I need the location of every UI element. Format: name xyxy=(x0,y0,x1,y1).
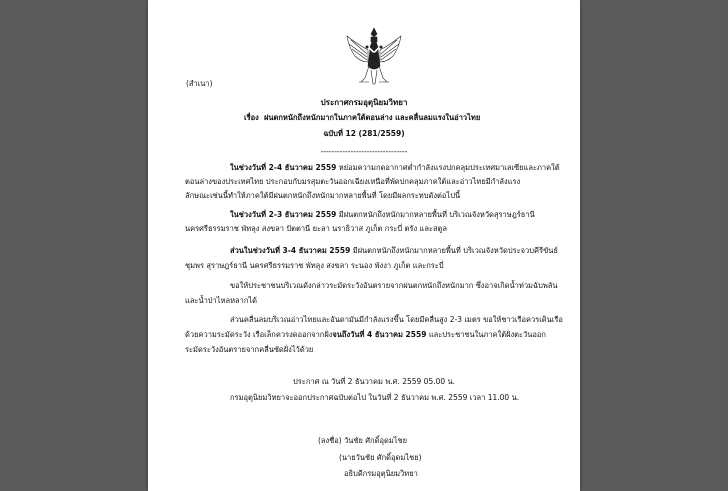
paragraph-5-text-a: ด้วยความระมัดระวัง เรือเล็กควรงดออกจากฝั่ง xyxy=(185,330,333,339)
paragraph-1-lead: ในช่วงวันที่ 2-4 ธันวาคม 2559 xyxy=(230,163,337,172)
paragraph-1-line-2: ตอนล่างของประเทศไทย ประกอบกับมรสุมตะวันออกเฉียงเหนือที่พัดปกคลุมภาคใต้และอ่าวไทยมีกำลังแรง xyxy=(185,177,521,186)
paragraph-5-line-2 xyxy=(185,331,546,339)
paragraph-5-text-c: และประชาชนในภาคใต้ฝั่งตะวันออก xyxy=(428,330,546,339)
paragraph-2-text: มีฝนตกหนักถึงหนักมากหลายพื้นที่ บริเวณจังหวัดสุราษฎร์ธานี xyxy=(338,210,535,219)
signature-line: (ลงชื่อ) วันชัย ศักดิ์อุดมไชย xyxy=(318,436,408,445)
subject-text: ฝนตกหนักถึงหนักมากในภาคใต้ตอนล่าง และคลื่นลมแรงในอ่าวไทย xyxy=(264,113,481,122)
subject-label: เรื่อง xyxy=(244,113,259,122)
announcement-title: ประกาศกรมอุตุนิยมวิทยา xyxy=(320,98,408,107)
copy-mark: (สำเนา) xyxy=(186,79,213,88)
paragraph-5-line-3: ระมัดระวังอันตรายจากคลื่นซัดฝั่งไว้ด้วย xyxy=(185,345,314,354)
paragraph-4-line-2: และน้ำป่าไหลหลากได้ xyxy=(185,296,258,305)
document-page xyxy=(148,0,580,491)
paragraph-3-lead: ส่วนในช่วงวันที่ 3-4 ธันวาคม 2559 xyxy=(230,246,351,255)
announced-date: ประกาศ ณ วันที่ 2 ธันวาคม พ.ศ. 2559 05.00 น. xyxy=(293,377,456,386)
paragraph-5-line-1: ส่วนคลื่นลมบริเวณอ่าวไทยและอันดามันมีกำลังแรงขึ้น โดยมีคลื่นสูง 2-3 เมตร ขอให้ชาวเรือควรเดินเรือ xyxy=(230,315,563,324)
garuda-emblem-icon xyxy=(343,26,405,88)
signer-title: อธิบดีกรมอุตุนิยมวิทยา xyxy=(344,469,418,478)
issue-number: ฉบับที่ 12 (281/2559) xyxy=(323,129,405,138)
paragraph-3-text: มีฝนตกหนักถึงหนักมากหลายพื้นที่ บริเวณจังหวัดประจวบคีรีขันธ์ xyxy=(352,246,558,255)
paragraph-2-lead: ในช่วงวันที่ 2-3 ธันวาคม 2559 xyxy=(230,210,337,219)
paragraph-3-line-1 xyxy=(230,247,558,255)
divider-line: -------------------------------- xyxy=(320,147,408,156)
paragraph-1-line-1 xyxy=(230,164,560,172)
paragraph-1-text: หย่อมความกดอากาศต่ำกำลังแรงปกคลุมประเทศมาเลเซียและภาคใต้ xyxy=(338,163,560,172)
paragraph-2-line-2: นครศรีธรรมราช พัทลุง สงขลา ปัตตานี ยะลา นราธิวาส ภูเก็ต กระบี่ ตรัง และสตูล xyxy=(185,224,448,233)
paragraph-3-line-2: ชุมพร สุราษฎร์ธานี นครศรีธรรมราช พัทลุง สงขลา ระนอง พังงา ภูเก็ต และกระบี่ xyxy=(185,261,444,270)
subject-line xyxy=(244,114,480,122)
signer-name: (นายวันชัย ศักดิ์อุดมไชย) xyxy=(339,453,422,462)
paragraph-5-date: จนถึงวันที่ 4 ธันวาคม 2559 xyxy=(332,330,427,339)
next-issue-note: กรมอุตุนิยมวิทยาจะออกประกาศฉบับต่อไป ในวันที่ 2 ธันวาคม พ.ศ. 2559 เวลา 11.00 น. xyxy=(230,393,520,402)
paragraph-1-line-3: ลักษณะเช่นนี้ทำให้ภาคใต้มีฝนตกหนักถึงหนักมากหลายพื้นที่ โดยมีผลกระทบดังต่อไปนี้ xyxy=(185,191,461,200)
paragraph-4-line-1: ขอให้ประชาชนบริเวณดังกล่าวระมัดระวังอันตรายจากฝนตกหนักถึงหนักมาก ซึ่งอาจเกิดน้ำท่วมฉับพลัน xyxy=(230,281,558,290)
paragraph-2-line-1 xyxy=(230,211,535,219)
